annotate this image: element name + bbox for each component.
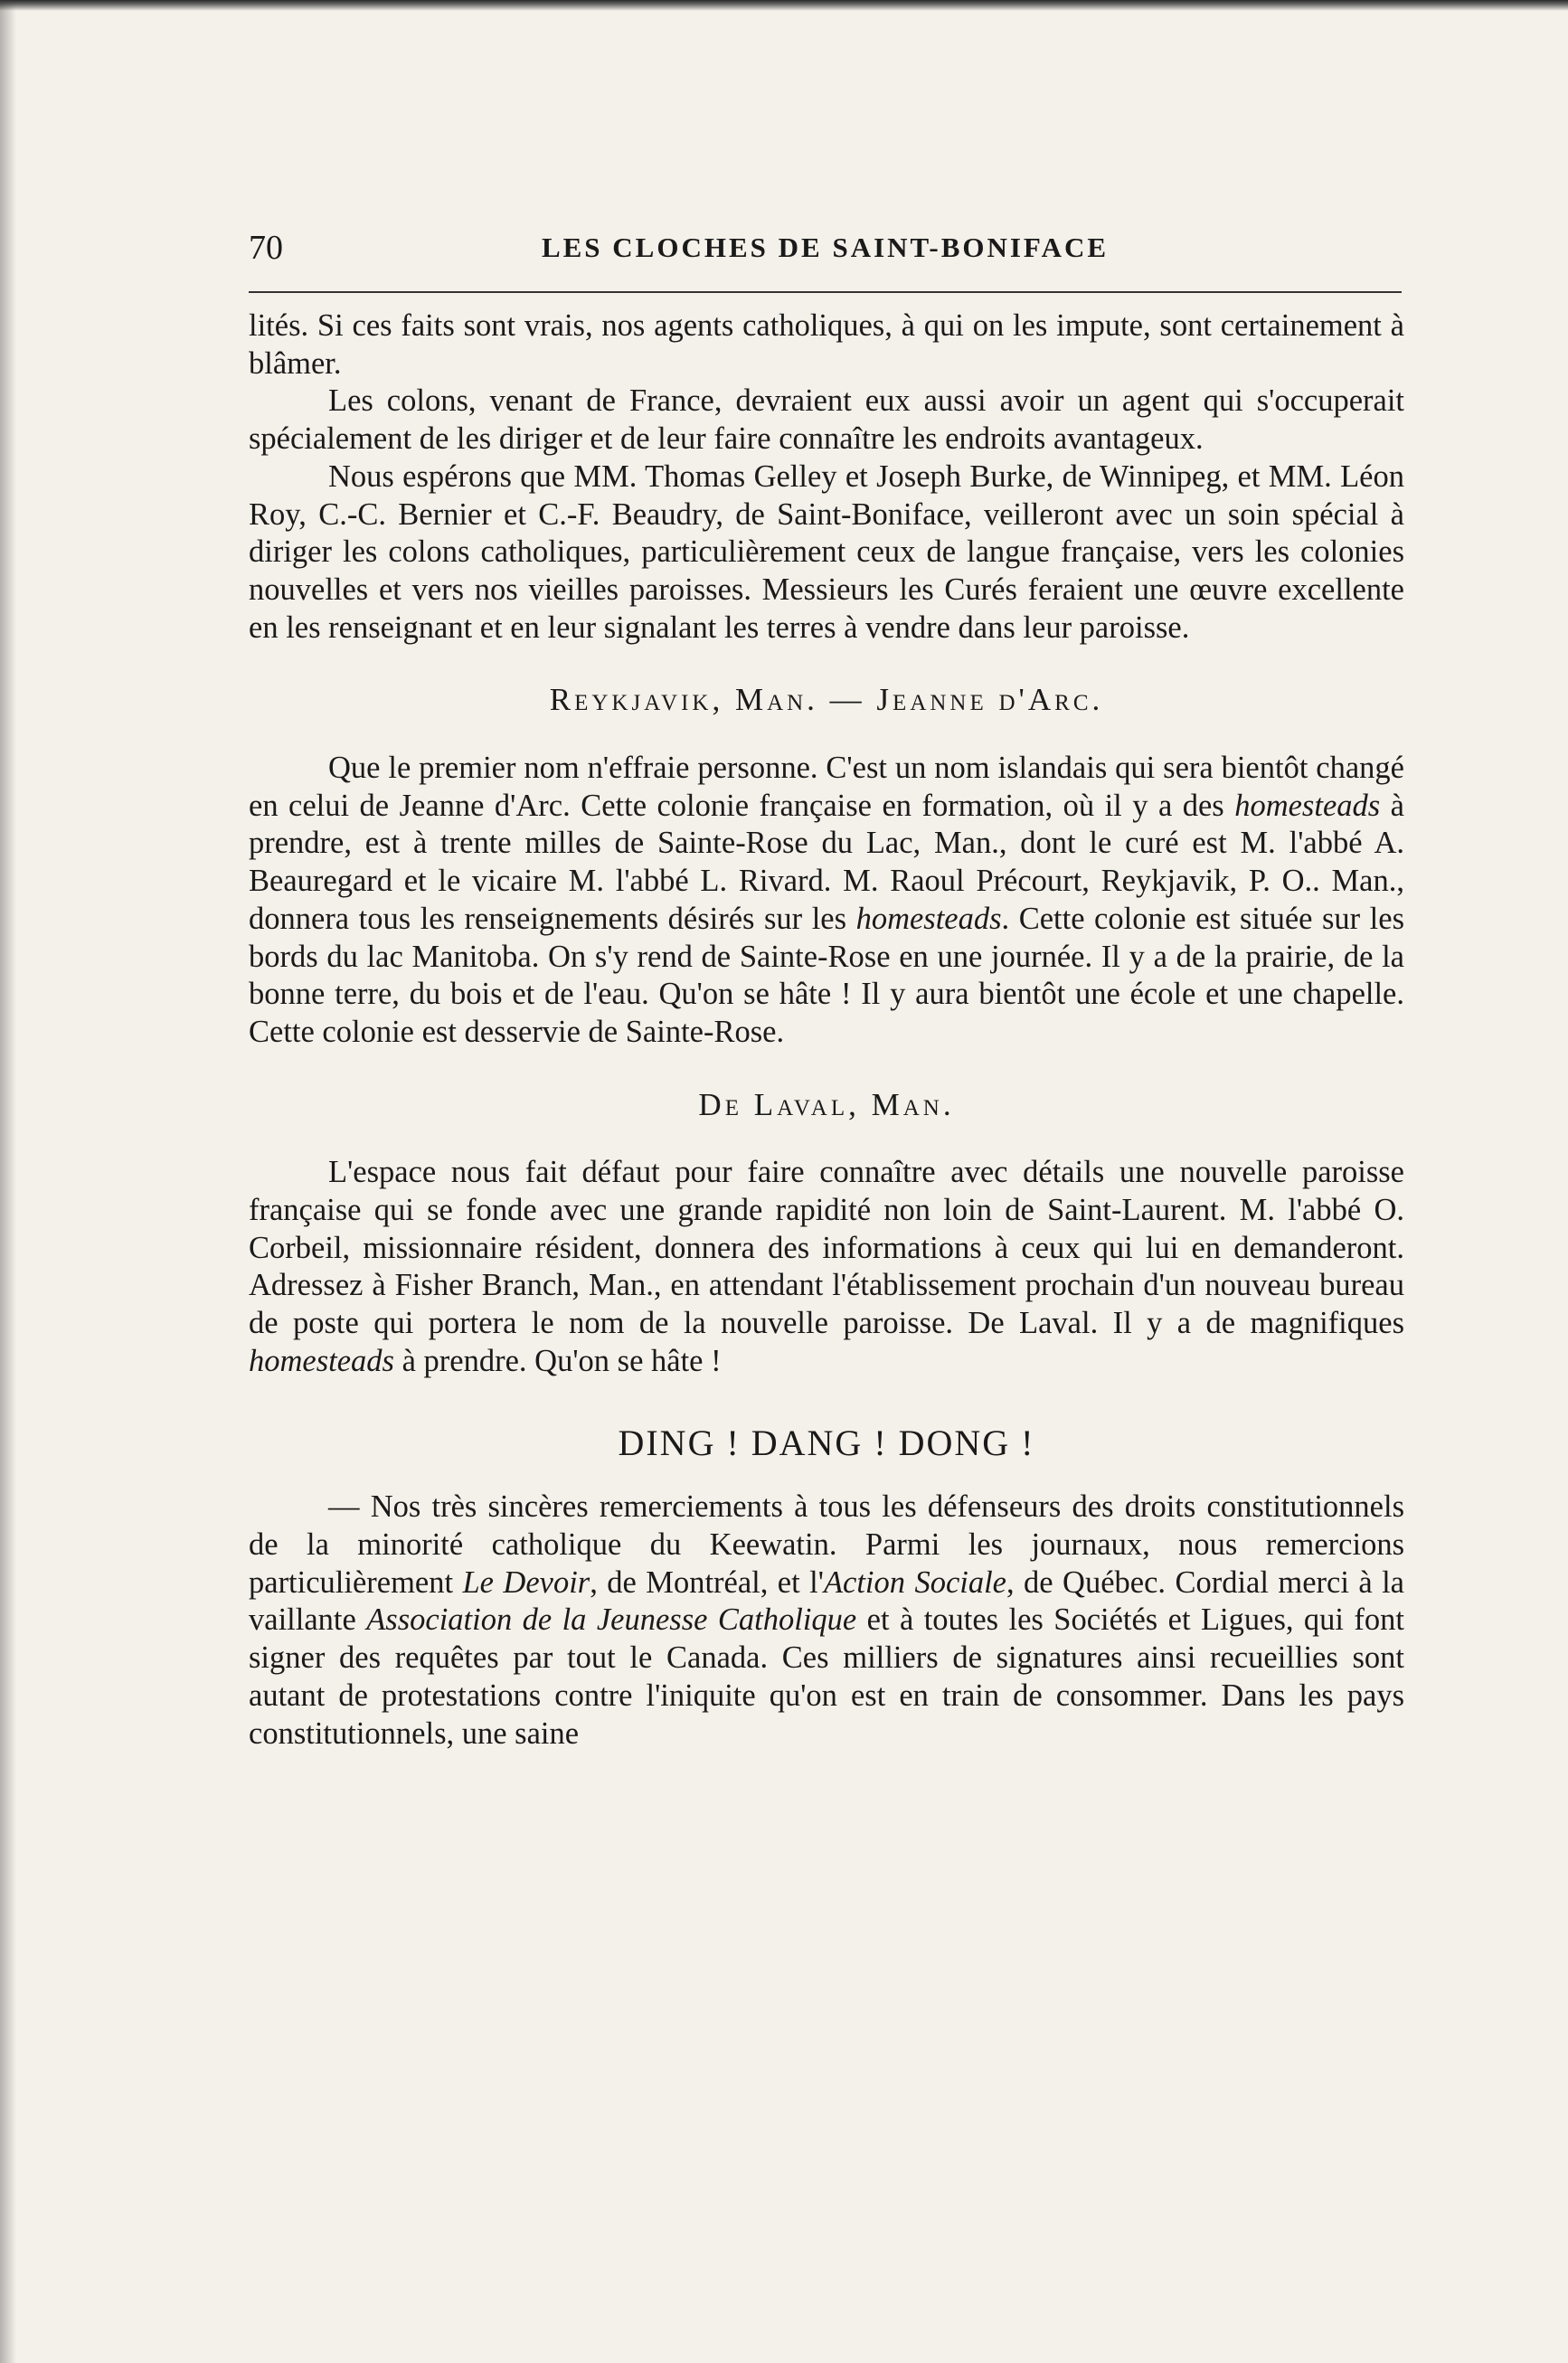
paragraph-remerciements [249,1489,1404,1753]
page-left-edge [0,0,16,2363]
text-run: à prendre, est à trente milles de Sainte-Rose du Lac, Man., dont le curé est M. l'abbé A. Beauregard et le vicaire M. l'abbé L. Rivard. M. Raoul Précourt, Reykjavik, P. O.. Man., donnera tous les renseignements désirés sur les [249,788,1404,936]
section-title-ding-dang-dong: DING ! DANG ! DONG ! [618,1422,1035,1463]
running-title: LES CLOCHES DE SAINT-BONIFACE [541,232,1110,263]
emphasis-association: Association de la Jeunesse Catholique [366,1602,857,1638]
paragraph-colons: Les colons, venant de France, devraient eux aussi avoir un agent qui s'occuperait spécialement de les diriger et de leur faire connaître les endroits avantageux. [249,383,1404,457]
text-run: . Cette colonie est située sur les bords du lac Manitoba. On s'y rend de Sainte-Rose en une journée. Il y a de la prairie, de la bonne terre, du bois et de l'eau. Qu'on se hâte ! Il y aura bientôt une école et une chapelle. Cette colonie est desservie de Sainte-Rose. [249,901,1404,1049]
emphasis-homesteads: homesteads [1234,788,1381,823]
running-head [249,228,1402,273]
page-number: 70 [249,229,283,267]
paragraph-continuation: lités. Si ces faits sont vrais, nos agents catholiques, à qui on les impute, sont certainement à blâmer. [249,308,1404,381]
text-run: , de Québec. Cordial merci à la vaillante [249,1564,1404,1638]
emphasis-homesteads: homesteads [855,901,1002,936]
article-body [249,307,1404,1753]
emphasis-action-sociale: Action Sociale [823,1564,1006,1600]
paragraph-agents: Nous espérons que MM. Thomas Gelley et Joseph Burke, de Winnipeg, et MM. Léon Roy, C.-C. Bernier et C.-F. Beaudry, de Saint-Boniface, veilleront avec un soin spécial à diriger les colons catholiques, particulièrement ceux de langue française, vers les colonies nouvelles et vers nos vieilles paroisses. Messieurs les Curés feraient une œuvre excellente en les renseignant et en leur signalant les terres à vendre dans leur paroisse. [249,458,1404,645]
page-top-edge [0,0,1568,11]
emphasis-homesteads: homesteads [249,1343,394,1378]
text-run: L'espace nous fait défaut pour faire connaître avec détails une nouvelle paroisse française qui se fonde avec une grande rapidité non loin de Saint-Laurent. M. l'abbé O. Corbeil, missionnaire résident, donnera des informations à ceux qui lui en demanderont. Adressez à Fisher Branch, Man., en attendant l'établissement prochain d'un nouveau bureau de poste qui portera le nom de la nouvelle paroisse. De Laval. Il y a de magnifiques [249,1155,1404,1341]
emphasis-le-devoir: Le Devoir [462,1564,590,1600]
header-rule [249,291,1402,293]
section-title-de-laval: De Laval, Man. [698,1086,955,1122]
paragraph-de-laval [249,1154,1404,1380]
text-run: Que le premier nom n'effraie personne. C'est un nom islandais qui sera bientôt changé en celui de Jeanne d'Arc. Cette colonie française en formation, où il y a des [249,751,1404,823]
text-run: à prendre. Qu'on se hâte ! [393,1343,722,1378]
text-run: — Nos très sincères remerciements à tous les défenseurs des droits constitutionnels de la minorité catholique du Keewatin. Parmi les journaux, nous remercions particulièrement [249,1489,1404,1600]
paragraph-reykjavik [249,750,1404,1052]
text-run: , de Montréal, et l' [590,1564,824,1600]
section-title-reykjavik: Reykjavik, Man. — Jeanne d'Arc. [549,682,1104,718]
text-run: et à toutes les Sociétés et Ligues, qui font signer des requêtes par tout le Canada. Ces milliers de signatures ainsi recueillies sont autant de protestations contre l'iniquite qu'on est en train de consommer. Dans les pays constitutionnels, une saine [249,1602,1405,1751]
